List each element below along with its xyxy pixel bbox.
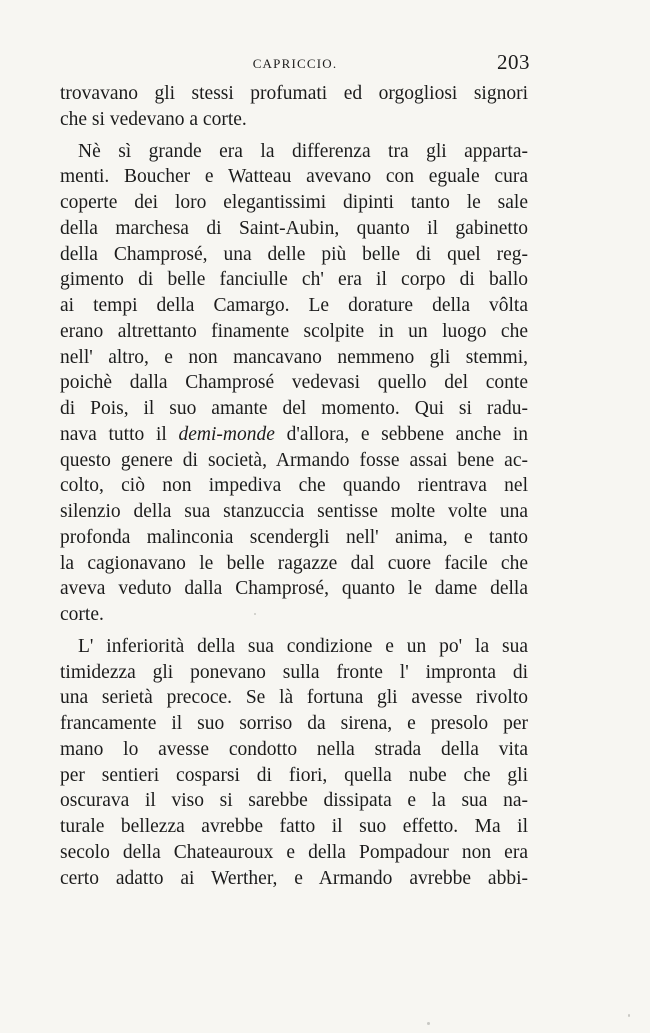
text-line: oscurava il viso si sarebbe dissipata e la sua na- (60, 790, 528, 812)
paragraph-first-line: L' inferiorità della sua condizione e un po' la sua (78, 635, 528, 657)
text-line: di Pois, il suo amante del momento. Qui si radu- (60, 398, 528, 419)
text-line: poichè dalla Champrosé vedevasi quello del conte (60, 372, 528, 394)
text-line: menti. Boucher e Watteau avevano con eguale cura (60, 166, 528, 188)
text-line: nava tutto il demi-monde d'allora, e sebbene anche in (60, 423, 528, 445)
text-line: colto, ciò non impediva che quando rientrava nel (60, 475, 528, 497)
text-line: la cagionavano le belle ragazze dal cuore facile che (60, 552, 528, 574)
scan-speck (427, 1022, 430, 1025)
text-line: mano lo avesse condotto nella strada della vita (60, 738, 528, 760)
text-line: francamente il suo sorriso da sirena, e presolo per (60, 713, 528, 734)
scan-speck (254, 613, 256, 615)
text-line: questo genere di società, Armando fosse assai bene ac- (60, 449, 528, 471)
text-line: gimento di belle fanciulle ch' era il corpo di ballo (60, 269, 528, 291)
text-line: turale bellezza avrebbe fatto il suo effetto. Ma il (60, 816, 528, 837)
text-line: silenzio della sua stanzuccia sentisse molte volte una (60, 501, 528, 522)
text-line: erano altrettanto finamente scolpite in un luogo che (60, 320, 528, 342)
scan-speck (628, 1014, 630, 1017)
text-line: che si vedevano a corte. (60, 108, 247, 130)
text-line: timidezza gli ponevano sulla fronte l' impronta di (60, 661, 528, 683)
text-line: della Champrosé, una delle più belle di quel reg- (60, 243, 528, 265)
text-line: profonda malinconia scendergli nell' anima, e tanto (60, 526, 528, 548)
page-number: 203 (497, 50, 530, 74)
text-line: coperte dei loro elegantissimi dipinti tanto le sale (60, 192, 528, 213)
text-line: certo adatto ai Werther, e Armando avrebbe abbi- (60, 867, 528, 889)
text-line: ai tempi della Camargo. Le dorature della vôlta (60, 295, 528, 316)
italic-term: demi-monde (178, 423, 275, 445)
text-line: secolo della Chateauroux e della Pompadour non era (60, 841, 528, 863)
text-line: nell' altro, e non mancavano nemmeno gli stemmi, (60, 346, 528, 368)
body-text (60, 81, 528, 891)
paragraph-first-line: Nè sì grande era la differenza tra gli apparta- (78, 140, 528, 162)
text-line: aveva veduto dalla Champrosé, quanto le dame della (60, 578, 528, 600)
text-line: della marchesa di Saint-Aubin, quanto il gabinetto (60, 217, 528, 239)
text-line: corte. (60, 604, 104, 625)
text-line: trovavano gli stessi profumati ed orgogliosi signori (60, 83, 528, 104)
running-head (60, 50, 530, 78)
text-line: una serietà precoce. Se là fortuna gli avesse rivolto (60, 687, 528, 709)
running-title: CAPRICCIO. (252, 56, 338, 71)
text-line: per sentieri cosparsi di fiori, quella nube che gli (60, 764, 528, 786)
